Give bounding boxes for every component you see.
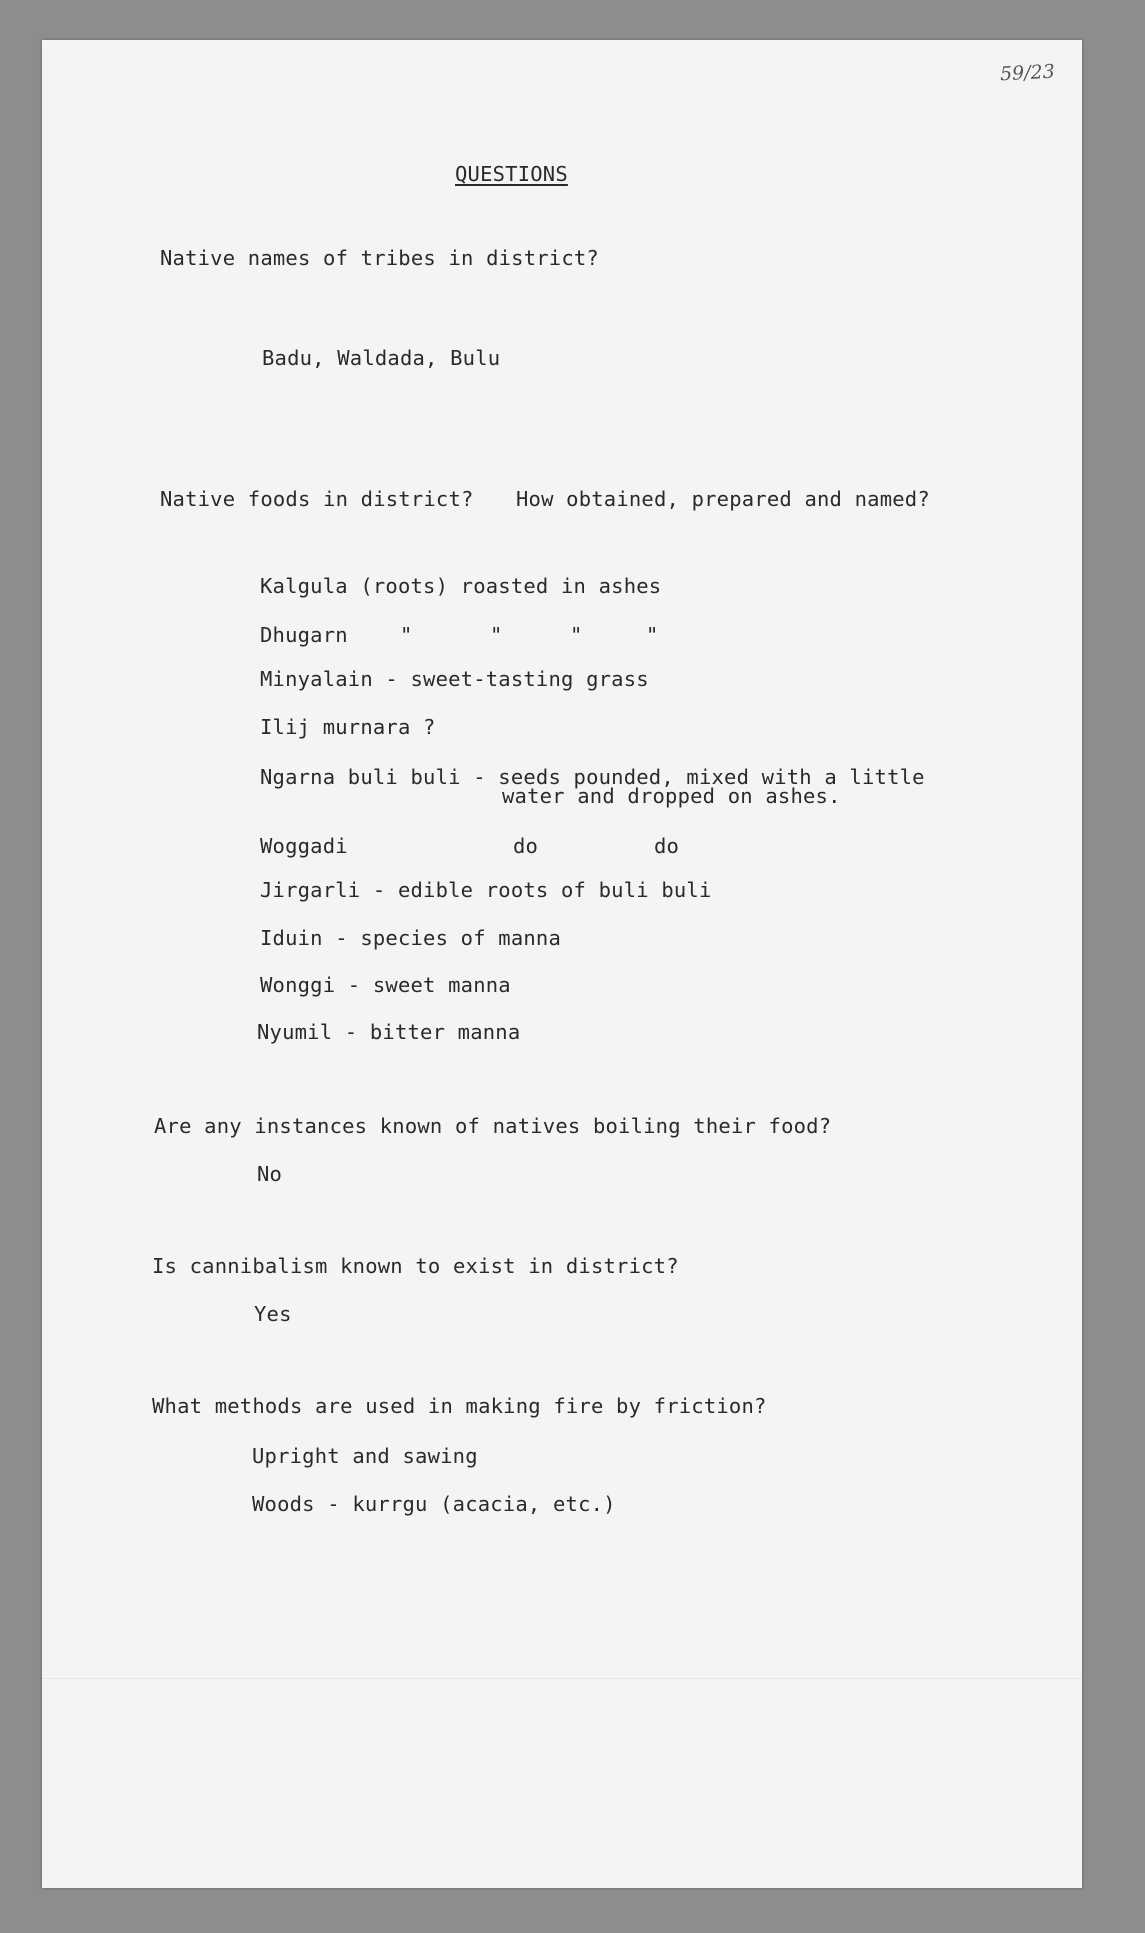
- ditto-do: do: [513, 834, 539, 858]
- folio-number: 59/23: [999, 60, 1056, 86]
- answer-boiling: No: [257, 1162, 283, 1186]
- answer-fire-method: Upright and sawing: [252, 1444, 478, 1468]
- food-woggadi: Woggadi: [260, 834, 348, 858]
- answer-tribes: Badu, Waldada, Bulu: [262, 346, 501, 370]
- food-minyalain: Minyalain - sweet-tasting grass: [260, 667, 649, 691]
- food-kalgula: Kalgula (roots) roasted in ashes: [260, 574, 662, 598]
- answer-fire-woods: Woods - kurrgu (acacia, etc.): [252, 1492, 616, 1516]
- ditto-mark: ": [646, 623, 659, 647]
- question-cannibalism: Is cannibalism known to exist in district?: [152, 1254, 679, 1278]
- food-dhugarn: Dhugarn: [260, 623, 348, 647]
- food-ngarna-line-2: water and dropped on ashes.: [502, 784, 841, 808]
- question-boiling: Are any instances known of natives boiling their food?: [154, 1114, 832, 1138]
- page-heading: QUESTIONS: [455, 162, 568, 186]
- question-fire: What methods are used in making fire by friction?: [152, 1394, 767, 1418]
- ditto-mark: ": [490, 623, 503, 647]
- question-foods-b: How obtained, prepared and named?: [516, 487, 930, 511]
- food-wonggi: Wonggi - sweet manna: [260, 973, 511, 997]
- food-jirgarli: Jirgarli - edible roots of buli buli: [260, 878, 712, 902]
- ditto-do: do: [654, 834, 680, 858]
- food-nyumil: Nyumil - bitter manna: [257, 1020, 521, 1044]
- food-ngarna-line-1: Ngarna buli buli - seeds pounded, mixed with a little: [260, 765, 925, 789]
- question-tribes: Native names of tribes in district?: [160, 246, 599, 270]
- answer-cannibalism: Yes: [254, 1302, 292, 1326]
- document-page: [42, 40, 1082, 1888]
- question-foods-a: Native foods in district?: [160, 487, 474, 511]
- food-ilij: Ilij murnara ?: [260, 715, 436, 739]
- food-iduin: Iduin - species of manna: [260, 926, 562, 950]
- ditto-mark: ": [400, 623, 413, 647]
- ditto-mark: ": [570, 623, 583, 647]
